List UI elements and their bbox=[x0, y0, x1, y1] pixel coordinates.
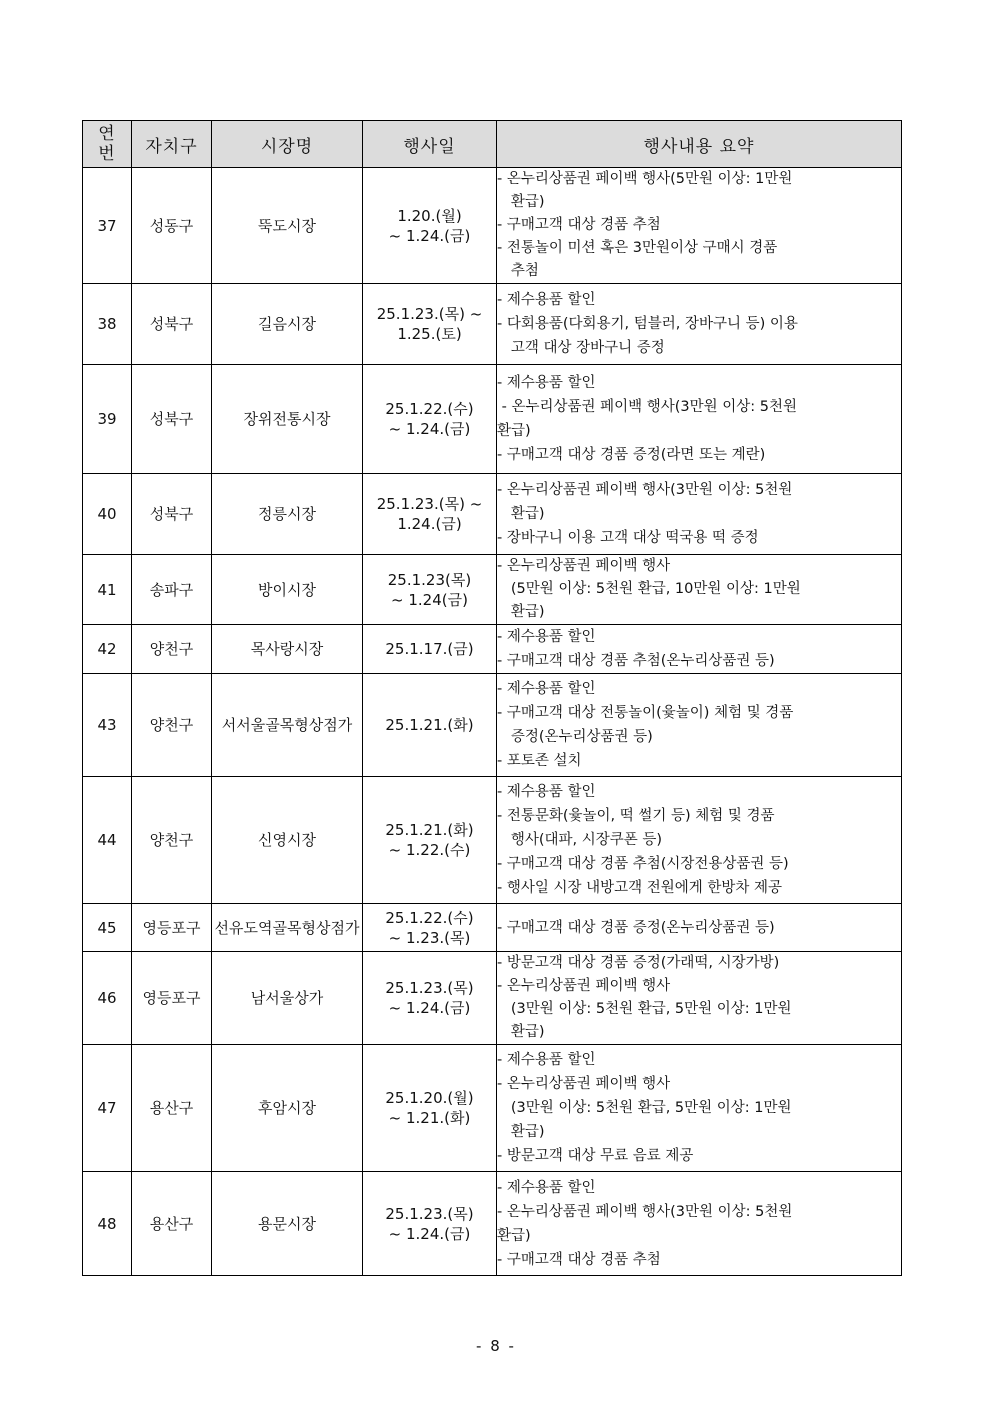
cell-district: 영등포구 bbox=[132, 952, 212, 1045]
event-date-start: 25.1.23(목) bbox=[387, 570, 472, 589]
cell-event-summary bbox=[497, 904, 902, 952]
cell-event-summary bbox=[497, 1045, 902, 1172]
summary-line: 추첨 bbox=[497, 263, 539, 279]
event-date-start: 25.1.23.(목) ~ bbox=[376, 495, 483, 513]
event-date-end: ~ 1.22.(수) bbox=[388, 841, 471, 859]
event-date-end: 1.25.(토) bbox=[397, 325, 462, 343]
cell-event-summary bbox=[497, 168, 902, 284]
cell-event-summary bbox=[497, 777, 902, 904]
cell-event-date bbox=[363, 474, 497, 555]
cell-market-name: 후암시장 bbox=[212, 1045, 363, 1172]
cell-market-name: 목사랑시장 bbox=[212, 625, 363, 674]
event-date-start: 25.1.23.(목) bbox=[385, 1204, 474, 1223]
cell-market-name: 길음시장 bbox=[212, 284, 363, 365]
cell-serial-number: 42 bbox=[83, 625, 132, 674]
cell-event-summary bbox=[497, 284, 902, 365]
summary-line: 환급) bbox=[497, 1227, 531, 1244]
cell-serial-number: 39 bbox=[83, 365, 132, 474]
cell-event-date bbox=[363, 1172, 497, 1276]
summary-line: 증정(온누리상품권 등) bbox=[497, 729, 653, 745]
cell-district: 양천구 bbox=[132, 777, 212, 904]
summary-line: 환급) bbox=[497, 506, 545, 522]
cell-market-name: 선유도역골목형상점가 bbox=[212, 904, 363, 952]
table-row bbox=[83, 625, 902, 674]
cell-event-date bbox=[363, 952, 497, 1045]
summary-line: - 온누리상품권 페이백 행사(3만원 이상: 5천원 bbox=[497, 482, 793, 498]
table-row bbox=[83, 674, 902, 777]
table-row bbox=[83, 777, 902, 904]
summary-line: - 제수용품 할인 bbox=[497, 1179, 596, 1196]
event-date-end: ~ 1.24(금) bbox=[391, 590, 468, 609]
summary-line: 환급) bbox=[497, 604, 545, 620]
summary-line: - 제수용품 할인 bbox=[497, 784, 596, 800]
summary-line: (3만원 이상: 5천원 환급, 5만원 이상: 1만원 bbox=[497, 1100, 792, 1116]
cell-serial-number: 47 bbox=[83, 1045, 132, 1172]
summary-line: 환급) bbox=[497, 194, 545, 210]
cell-event-summary bbox=[497, 474, 902, 555]
summary-line: - 온누리상품권 페이백 행사(3만원 이상: 5천원 bbox=[497, 399, 797, 415]
summary-line: - 구매고객 대상 경품 추첨 bbox=[497, 217, 661, 233]
table-row bbox=[83, 365, 902, 474]
table-row bbox=[83, 168, 902, 284]
event-date-end: ~ 1.24.(금) bbox=[388, 1224, 471, 1243]
cell-event-summary bbox=[497, 1172, 902, 1276]
cell-district: 성북구 bbox=[132, 284, 212, 365]
cell-district: 송파구 bbox=[132, 555, 212, 625]
event-date-end: 1.24.(금) bbox=[397, 515, 462, 533]
cell-event-date bbox=[363, 625, 497, 674]
summary-line: - 제수용품 할인 bbox=[497, 629, 596, 645]
summary-line: 환급) bbox=[497, 1124, 545, 1140]
summary-line: - 다회용품(다회용기, 텀블러, 장바구니 등) 이용 bbox=[497, 316, 798, 332]
cell-serial-number: 40 bbox=[83, 474, 132, 555]
cell-district: 성북구 bbox=[132, 365, 212, 474]
summary-line: - 구매고객 대상 경품 증정(온누리상품권 등) bbox=[497, 919, 775, 936]
summary-line: - 온누리상품권 페이백 행사 bbox=[497, 1076, 671, 1092]
header-district: 자치구 bbox=[132, 121, 212, 168]
summary-line: - 제수용품 할인 bbox=[497, 375, 596, 391]
cell-serial-number: 44 bbox=[83, 777, 132, 904]
table-body bbox=[83, 168, 902, 1276]
cell-serial-number: 43 bbox=[83, 674, 132, 777]
cell-district: 용산구 bbox=[132, 1172, 212, 1276]
cell-market-name: 신영시장 bbox=[212, 777, 363, 904]
cell-event-date bbox=[363, 777, 497, 904]
event-date-start: 25.1.21.(화) bbox=[385, 716, 474, 734]
summary-line: - 구매고객 대상 경품 추첨 bbox=[497, 1251, 661, 1268]
table-row bbox=[83, 952, 902, 1045]
summary-line: (5만원 이상: 5천원 환급, 10만원 이상: 1만원 bbox=[497, 581, 801, 597]
summary-line: - 방문고객 대상 경품 증정(가래떡, 시장가방) bbox=[497, 955, 780, 971]
summary-line: - 방문고객 대상 무료 음료 제공 bbox=[497, 1148, 694, 1164]
cell-market-name: 남서울상가 bbox=[212, 952, 363, 1045]
header-serial-line1: 연 bbox=[98, 124, 116, 144]
table-row bbox=[83, 555, 902, 625]
summary-line: - 행사일 시장 내방고객 전원에게 한방차 제공 bbox=[497, 880, 783, 896]
cell-market-name: 용문시장 bbox=[212, 1172, 363, 1276]
cell-serial-number: 46 bbox=[83, 952, 132, 1045]
cell-event-date bbox=[363, 555, 497, 625]
table-row bbox=[83, 284, 902, 365]
summary-line: 행사(대파, 시장쿠폰 등) bbox=[497, 832, 663, 848]
event-date-start: 25.1.22.(수) bbox=[385, 908, 474, 927]
event-date-start: 1.20.(월) bbox=[397, 206, 462, 225]
event-table bbox=[82, 120, 902, 1276]
summary-line: - 구매고객 대상 경품 추첨(온누리상품권 등) bbox=[497, 653, 775, 669]
cell-district: 성북구 bbox=[132, 474, 212, 555]
summary-line: 고객 대상 장바구니 증정 bbox=[497, 340, 665, 356]
summary-line: - 구매고객 대상 경품 추첨(시장전용상품권 등) bbox=[497, 856, 789, 872]
page-number: - 8 - bbox=[476, 1337, 516, 1355]
table-header-row bbox=[83, 121, 902, 168]
cell-event-summary bbox=[497, 952, 902, 1045]
cell-district: 성동구 bbox=[132, 168, 212, 284]
event-date-start: 25.1.23.(목) bbox=[385, 979, 474, 997]
cell-district: 양천구 bbox=[132, 674, 212, 777]
summary-line: - 온누리상품권 페이백 행사(3만원 이상: 5천원 bbox=[497, 1203, 793, 1220]
cell-market-name: 정릉시장 bbox=[212, 474, 363, 555]
event-date-end: ~ 1.23.(목) bbox=[388, 928, 471, 947]
cell-event-date bbox=[363, 904, 497, 952]
event-date-end: ~ 1.24.(금) bbox=[388, 420, 471, 438]
summary-line: - 구매고객 대상 전통놀이(윷놀이) 체험 및 경품 bbox=[497, 705, 794, 721]
table-row bbox=[83, 1045, 902, 1172]
summary-line: - 온누리상품권 페이백 행사 bbox=[497, 558, 671, 574]
cell-serial-number: 37 bbox=[83, 168, 132, 284]
summary-line: - 전통문화(윷놀이, 떡 썰기 등) 체험 및 경품 bbox=[497, 808, 775, 824]
table-row bbox=[83, 474, 902, 555]
table-row bbox=[83, 1172, 902, 1276]
event-date-end: ~ 1.24.(금) bbox=[388, 999, 471, 1017]
summary-line: - 구매고객 대상 경품 증정(라면 또는 계란) bbox=[497, 447, 766, 463]
summary-line: - 온누리상품권 페이백 행사 bbox=[497, 978, 671, 994]
summary-line: - 제수용품 할인 bbox=[497, 681, 596, 697]
cell-serial-number: 41 bbox=[83, 555, 132, 625]
summary-line: - 포토존 설치 bbox=[497, 753, 582, 769]
table-row bbox=[83, 904, 902, 952]
summary-line: - 장바구니 이용 고객 대상 떡국용 떡 증정 bbox=[497, 530, 759, 546]
cell-event-summary bbox=[497, 674, 902, 777]
cell-market-name: 장위전통시장 bbox=[212, 365, 363, 474]
cell-event-date bbox=[363, 168, 497, 284]
cell-market-name: 뚝도시장 bbox=[212, 168, 363, 284]
header-serial-line2: 번 bbox=[98, 144, 116, 164]
summary-line: 환급) bbox=[497, 423, 531, 439]
header-event-date: 행사일 bbox=[363, 121, 497, 168]
cell-market-name: 방이시장 bbox=[212, 555, 363, 625]
event-date-start: 25.1.20.(월) bbox=[385, 1089, 474, 1107]
event-date-start: 25.1.17.(금) bbox=[385, 640, 474, 658]
event-date-start: 25.1.23.(목) ~ bbox=[376, 305, 483, 323]
cell-serial-number: 45 bbox=[83, 904, 132, 952]
cell-event-summary bbox=[497, 625, 902, 674]
summary-line: (3만원 이상: 5천원 환급, 5만원 이상: 1만원 bbox=[497, 1001, 792, 1017]
cell-event-summary bbox=[497, 365, 902, 474]
summary-line: - 제수용품 할인 bbox=[497, 292, 596, 308]
cell-serial-number: 48 bbox=[83, 1172, 132, 1276]
cell-district: 용산구 bbox=[132, 1045, 212, 1172]
cell-event-date bbox=[363, 284, 497, 365]
summary-line: - 전통놀이 미션 혹은 3만원이상 구매시 경품 bbox=[497, 240, 778, 256]
cell-serial-number: 38 bbox=[83, 284, 132, 365]
event-date-start: 25.1.22.(수) bbox=[385, 400, 474, 418]
cell-event-summary bbox=[497, 555, 902, 625]
header-event-summary: 행사내용 요약 bbox=[497, 121, 902, 168]
cell-market-name: 서서울골목형상점가 bbox=[212, 674, 363, 777]
cell-district: 영등포구 bbox=[132, 904, 212, 952]
summary-line: - 제수용품 할인 bbox=[497, 1052, 596, 1068]
cell-event-date bbox=[363, 1045, 497, 1172]
summary-line: 환급) bbox=[497, 1024, 545, 1040]
event-date-end: ~ 1.24.(금) bbox=[388, 226, 471, 245]
event-date-start: 25.1.21.(화) bbox=[385, 821, 474, 839]
cell-district: 양천구 bbox=[132, 625, 212, 674]
event-date-end: ~ 1.21.(화) bbox=[388, 1109, 471, 1127]
header-serial-number bbox=[83, 121, 132, 168]
cell-event-date bbox=[363, 674, 497, 777]
cell-event-date bbox=[363, 365, 497, 474]
header-market-name: 시장명 bbox=[212, 121, 363, 168]
summary-line: - 온누리상품권 페이백 행사(5만원 이상: 1만원 bbox=[497, 171, 793, 187]
